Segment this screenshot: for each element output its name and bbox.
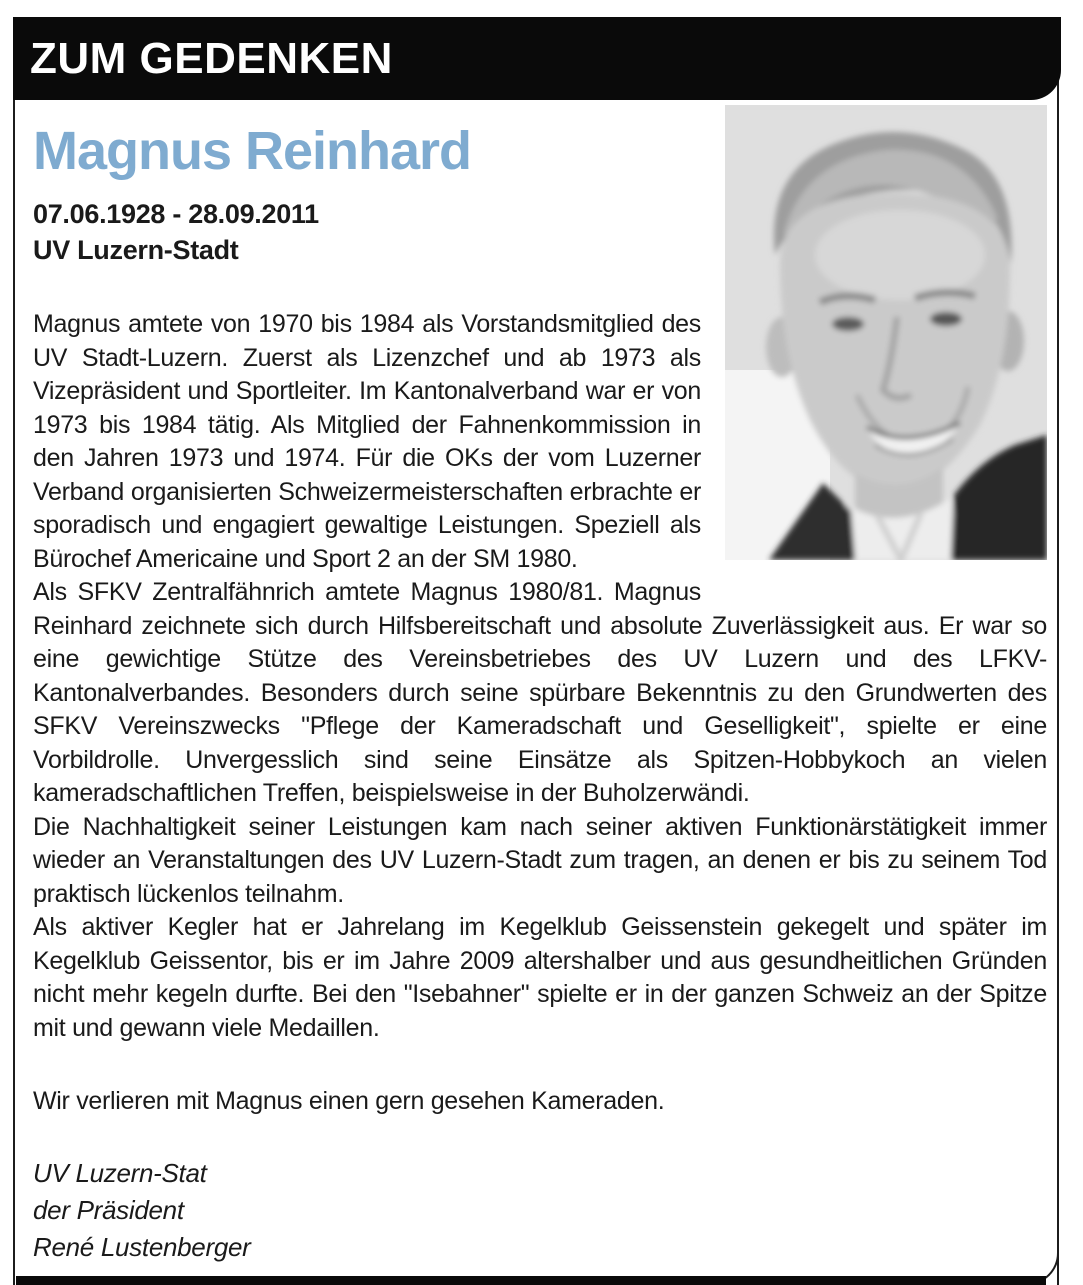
portrait-photo-image [725, 105, 1047, 560]
article [33, 100, 1047, 1266]
paragraph-1: Magnus amtete von 1970 bis 1984 als Vorstandsmitglied des UV Stadt-Luzern. Zuerst als Lizenzchef und ab 1973 als Vizepräsident und Sportleiter. Im Kantonalverband war er von 1973 bis 1984 tätig. Als Mitglied der Fahnenkommission in den Jahren 1973 und 1974. Für die OKs der vom Luzerner Verband organisierten Schweizermeisterschaften erbrachte er sporadisch und engagiert gewaltige Leistungen. Speziell als Bürochef Americaine und Sport 2 an der SM 1980. [33, 310, 701, 573]
signature-line-role: der Präsident [33, 1194, 184, 1225]
life-dates: 07.06.1928 - 28.09.2011 [33, 199, 319, 229]
signature-line-club: UV Luzern-Stat [33, 1157, 207, 1188]
signature-block [33, 1155, 1047, 1266]
signature-line-name: René Lustenberger [33, 1231, 251, 1262]
paragraph-4: Als aktiver Kegler hat er Jahrelang im Kegelklub Geissenstein gekegelt und später im Kegelklub Geissentor, bis er im Jahre 2009 altershalber und aus gesundheitlichen Gründen nicht mehr kegeln durfte. Bei den "Isebahner" spielte er in der ganzen Schweiz an der Spitze mit und gewann viele Medaillen. [33, 913, 1047, 1042]
article-title: Magnus Reinhard [33, 121, 472, 181]
footer-bar [16, 1276, 1046, 1285]
section-title: ZUM GEDENKEN [30, 33, 393, 83]
paragraph-3: Die Nachhaltigkeit seiner Leistungen kam nach seiner aktiven Funktionärstätigkeit immer wieder an Veranstaltungen des UV Luzern-Stadt zum tragen, an denen er bis zu seinem Tod praktisch lückenlos teilnahm. [33, 812, 1047, 908]
club-name: UV Luzern-Stadt [33, 235, 239, 265]
portrait-photo [725, 105, 1047, 560]
closing-line: Wir verlieren mit Magnus einen gern gesehen Kameraden. [33, 1087, 665, 1115]
paragraph-2: Als SFKV Zentralfähnrich amtete Magnus 1980/81. Magnus Reinhard zeichnete sich durch Hilfsbereitschaft und absolute Zuverlässigkeit aus. Er war so eine gewichtige Stütze des Vereinsbetriebes des UV Luzern und des LFKV-Kantonalverbandes. Besonders durch seine spürbare Bekenntnis zu den Grundwerten des SFKV Vereinszwecks "Pflege der Kameradschaft und Geselligkeit", spielte er eine Vorbildrolle. Unvergesslich sind seine Einsätze als Spitzen-Hobbykoch an vielen kameradschaftlichen Treffen, beispielsweise in der Buholzerwändi. [33, 578, 1047, 807]
header-bar [13, 17, 1061, 100]
